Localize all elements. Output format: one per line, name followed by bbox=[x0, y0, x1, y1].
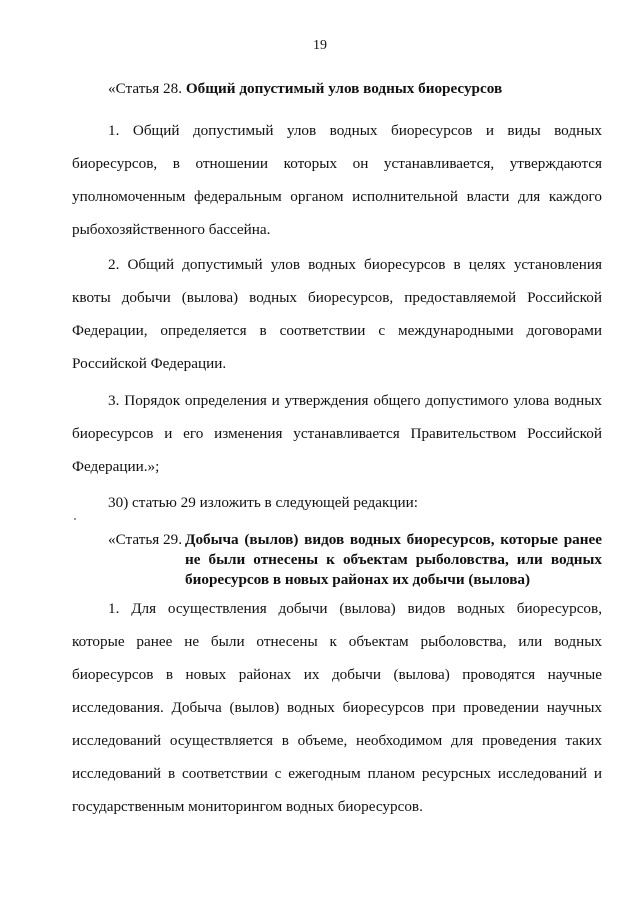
amendment-30 bbox=[72, 486, 602, 519]
title-line: Добыча (вылов) видов водных биоресурсов, которые ранее bbox=[185, 531, 602, 548]
text-line: биоресурсов в новых районах их добычи (вылова) проводятся научные bbox=[72, 666, 602, 683]
text-line: 1. Для осуществления добычи (вылова) видов водных биоресурсов, bbox=[108, 600, 602, 617]
article-29-prefix: «Статья 29. bbox=[108, 531, 183, 548]
text-line: исследований в соответствии с ежегодным планом ресурсных исследований и bbox=[72, 765, 602, 782]
text-line: которые ранее не были отнесены к объектам рыболовства, или водных bbox=[72, 633, 602, 650]
text-line: биоресурсов, в отношении которых он устанавливается, утверждаются bbox=[72, 155, 602, 172]
text-line: биоресурсов и его изменения устанавливается Правительством Российской bbox=[72, 425, 602, 442]
article-28-paragraph-1 bbox=[72, 114, 602, 246]
text-line: Российской Федерации. bbox=[72, 355, 227, 372]
text-line: Федерации.»; bbox=[72, 458, 160, 475]
text-line: 3. Порядок определения и утверждения общего допустимого улова водных bbox=[108, 392, 602, 409]
text-line: квоты добычи (вылова) водных биоресурсов, предоставляемой Российской bbox=[72, 289, 602, 306]
article-29-title bbox=[185, 530, 602, 590]
article-28-paragraph-2 bbox=[72, 248, 602, 380]
text-line: Федерации, определяется в соответствии с международными договорами bbox=[72, 322, 602, 339]
text-line: исследований осуществляется в объеме, необходимом для проведения таких bbox=[72, 732, 602, 749]
title-line: не были отнесены к объектам рыболовства, или водных bbox=[185, 551, 602, 568]
article-28-prefix: «Статья 28. bbox=[108, 80, 183, 97]
article-29-heading bbox=[72, 530, 602, 592]
text-line: уполномоченным федеральным органом исполнительной власти для каждого bbox=[72, 188, 602, 205]
page-number: 19 bbox=[313, 38, 327, 53]
scan-speck bbox=[74, 518, 76, 520]
text-line: 2. Общий допустимый улов водных биоресурсов в целях установления bbox=[108, 256, 602, 273]
amendment-30-text: 30) статью 29 изложить в следующей редакции: bbox=[108, 494, 418, 511]
title-line: биоресурсов в новых районах их добычи (вылова) bbox=[185, 571, 531, 588]
article-28-title: Общий допустимый улов водных биоресурсов bbox=[185, 80, 503, 97]
text-line: рыбохозяйственного бассейна. bbox=[72, 221, 271, 238]
text-line: 1. Общий допустимый улов водных биоресурсов и виды водных bbox=[108, 122, 602, 139]
text-line: исследования. Добыча (вылов) водных биоресурсов при проведении научных bbox=[72, 699, 602, 716]
article-28-paragraph-3 bbox=[72, 384, 602, 483]
article-29-paragraph-1 bbox=[72, 592, 602, 823]
article-28-heading bbox=[72, 72, 602, 105]
text-line: государственным мониторингом водных биоресурсов. bbox=[72, 798, 423, 815]
